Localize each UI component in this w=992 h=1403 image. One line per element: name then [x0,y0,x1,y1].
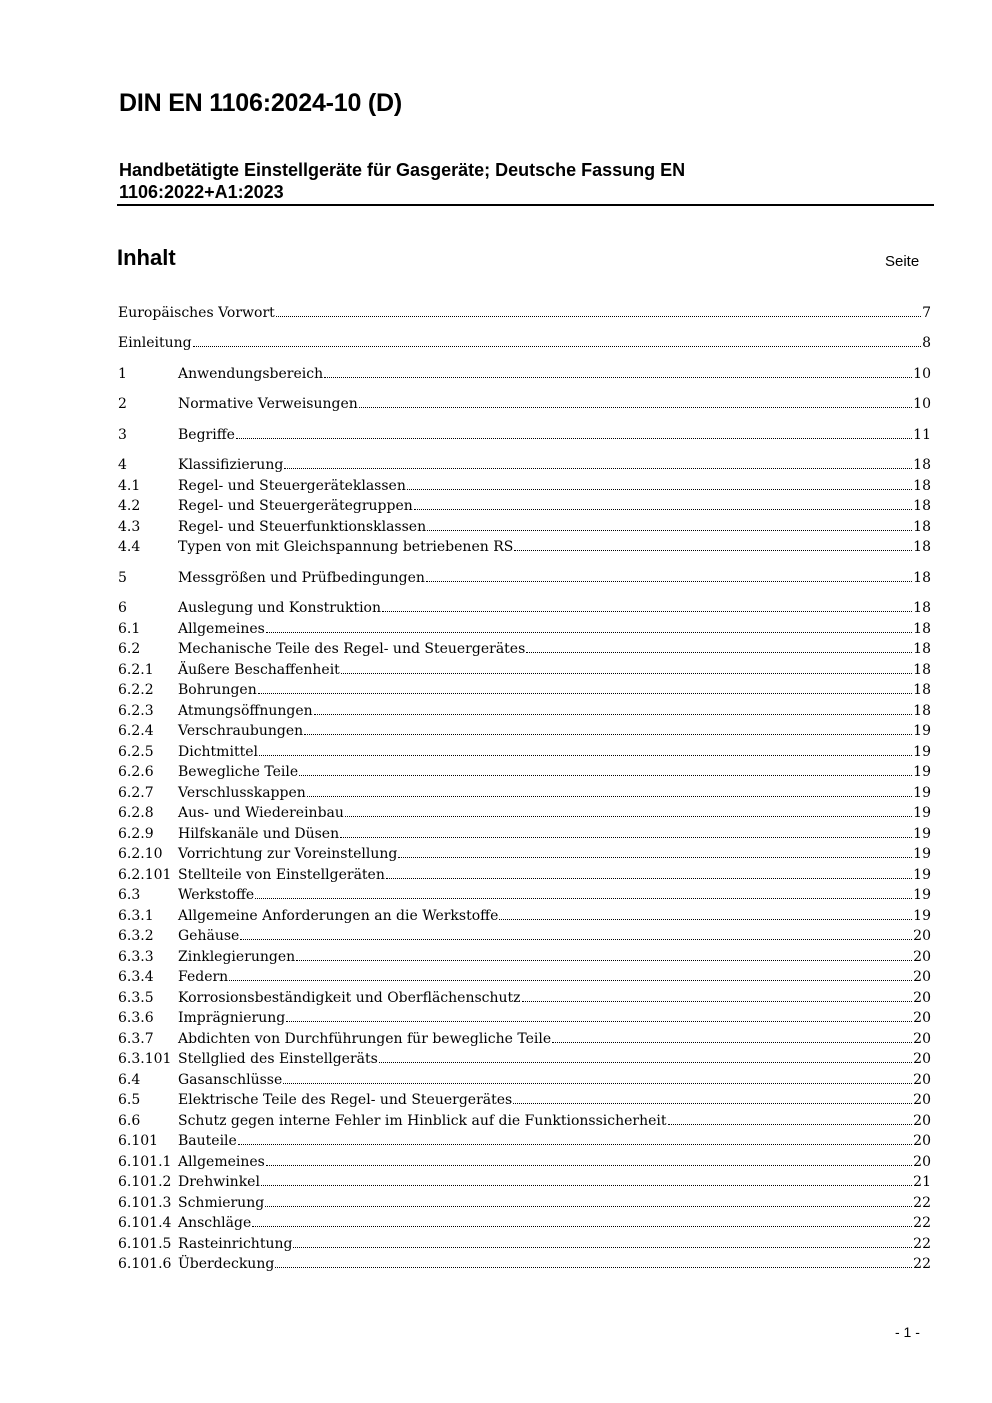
toc-leader-dots [299,775,912,776]
toc-leader-dots [261,1185,912,1186]
toc-entry[interactable] [118,842,931,863]
toc-leader-dots [259,755,912,756]
toc-entry-page: 18 [913,498,931,514]
toc-entry-number: 6.101.5 [118,1235,172,1252]
toc-leader-dots [229,980,912,981]
toc-entry-title: Begriffe [178,426,235,443]
toc-leader-dots [345,816,912,817]
title-divider [117,204,934,206]
toc-entry-page: 20 [913,1133,931,1149]
toc-entry-title: Aus- und Wiedereinbau [178,805,344,821]
toc-entry-page: 22 [913,1215,931,1231]
toc-entry-title: Regel- und Steuerfunktionsklassen [178,518,427,535]
toc-leader-dots [359,407,912,408]
toc-leader-dots [514,550,912,551]
toc-entry-page: 18 [913,620,931,637]
toc-leader-dots [276,316,921,317]
toc-entry-page: 19 [913,743,931,760]
toc-entry[interactable] [118,1252,931,1273]
toc-leader-dots [252,1226,912,1227]
toc-entry-title: Klassifizierung [178,457,284,473]
toc-entry-title: Schutz gegen interne Fehler im Hinblick auf die Funktionssicherheit [178,1112,667,1129]
toc-entry-title: Typen von mit Gleichspannung betriebenen RS [178,539,514,555]
toc-leader-dots [304,734,912,735]
toc-leader-dots [238,1144,912,1145]
toc-leader-dots [293,1247,912,1248]
toc-entry[interactable] [118,924,931,945]
toc-entry-title: Anwendungsbereich [178,365,324,382]
toc-entry[interactable] [118,965,931,986]
toc-entry-page: 19 [913,907,931,924]
toc-entry-title: Federn [178,969,229,985]
toc-leader-dots [284,468,912,469]
toc-entry[interactable] [118,1108,931,1129]
toc-entry-page: 20 [913,989,931,1006]
toc-entry-title: Mechanische Teile des Regel- und Steuergerätes [178,641,526,657]
toc-entry-number: 6.101.4 [118,1215,172,1231]
toc-entry-number: 6.5 [118,1092,141,1108]
toc-entry[interactable] [118,760,931,781]
toc-entry-page: 18 [913,518,931,535]
toc-entry-title: Bauteile [178,1133,237,1149]
toc-entry[interactable] [118,657,931,678]
toc-entry-page: 10 [913,365,931,382]
toc-entry-title: Zinklegierungen [178,948,296,965]
toc-entry[interactable] [118,1170,931,1191]
toc-entry-title: Verschraubungen [178,723,304,739]
toc-entry-page: 11 [913,426,931,443]
toc-entry[interactable] [118,1149,931,1170]
toc-entry-page: 18 [913,641,931,657]
toc-entry-title: Normative Verweisungen [178,396,358,412]
toc-entry-title: Vorrichtung zur Voreinstellung [178,846,398,862]
toc-entry[interactable] [118,883,931,904]
toc-leader-dots [193,346,922,347]
toc-entry-number: 6.6 [118,1112,141,1129]
toc-entry[interactable] [118,596,931,617]
toc-leader-dots [324,377,912,378]
toc-leader-dots [296,960,912,961]
toc-entry-page: 18 [913,457,931,473]
toc-entry-title: Abdichten von Durchführungen für bewegliche Teile [178,1030,552,1047]
toc-entry-page: 8 [922,335,931,351]
toc-entry[interactable] [118,944,931,965]
toc-entry-page: 19 [913,784,931,801]
toc-entry-number: 6.3.5 [118,989,154,1006]
toc-leader-dots [382,611,912,612]
toc-entry-number: 4.1 [118,477,141,494]
toc-entry[interactable] [118,453,931,474]
toc-entry[interactable] [118,801,931,822]
toc-entry-page: 20 [913,948,931,965]
toc-entry-page: 20 [913,1092,931,1108]
toc-entry-title: Regel- und Steuergeräteklassen [178,477,406,494]
toc-entry[interactable] [118,1047,931,1068]
toc-entry[interactable] [118,514,931,535]
toc-entry[interactable] [118,780,931,801]
toc-entry[interactable] [118,300,931,321]
toc-entry-number: 4.4 [118,539,141,555]
toc-entry-number: 6.3 [118,887,141,903]
toc-entry[interactable] [118,494,931,515]
toc-entry-number: 5 [118,569,127,586]
toc-leader-dots [236,438,912,439]
toc-entry-title: Korrosionsbeständigkeit und Oberflächenschutz [178,989,521,1006]
toc-entry-number: 6.3.1 [118,907,154,924]
toc-entry-number: 6.2.3 [118,702,154,719]
toc-entry-number: 6.2.4 [118,723,154,739]
toc-entry-page: 20 [913,928,931,944]
toc-leader-dots [386,878,912,879]
toc-entry-title: Überdeckung [178,1256,275,1272]
toc-entry[interactable] [118,739,931,760]
toc-entry-page: 18 [913,702,931,719]
toc-entry-title: Hilfskanäle und Düsen [178,825,340,842]
toc-entry[interactable] [118,392,931,413]
toc-entry-title: Schmierung [178,1194,265,1211]
toc-leader-dots [265,1206,912,1207]
toc-entry-page: 19 [913,723,931,739]
toc-entry-number: 6.2.101 [118,866,172,883]
toc-leader-dots [499,919,912,920]
toc-entry-number: 4.2 [118,498,141,514]
toc-entry[interactable] [118,422,931,443]
toc-entry-number: 6.101.1 [118,1153,172,1170]
toc-leader-dots [379,1062,912,1063]
toc-entry-number: 6.2.7 [118,784,154,801]
toc-entry-page: 19 [913,887,931,903]
toc-entry-title: Verschlusskappen [178,784,306,801]
toc-entry[interactable] [118,821,931,842]
toc-entry[interactable] [118,1211,931,1232]
toc-leader-dots [283,1083,912,1084]
toc-entry[interactable] [118,1129,931,1150]
toc-entry-title: Imprägnierung [178,1010,286,1026]
toc-entry-number: 6.3.3 [118,948,154,965]
toc-entry-number: 6.2.8 [118,805,154,821]
toc-entry[interactable] [118,361,931,382]
toc-entry-title: Bohrungen [178,682,257,698]
toc-entry-page: 19 [913,805,931,821]
toc-entry-title: Dichtmittel [178,743,258,760]
toc-entry[interactable] [118,862,931,883]
toc-entry-number: 6.2.2 [118,682,154,698]
toc-page-column-heading: Seite [885,253,920,270]
toc-entry-number: 6.101.2 [118,1174,172,1190]
toc-entry-number: 6.2.9 [118,825,154,842]
toc-entry-number: 6.2.5 [118,743,154,760]
toc-entry-title: Regel- und Steuergerätegruppen [178,498,413,514]
toc-entry-page: 19 [913,825,931,842]
toc-entry-title: Europäisches Vorwort [118,304,275,321]
toc-entry-title: Äußere Beschaffenheit [178,661,340,678]
toc-entry[interactable] [118,678,931,699]
toc-entry-page: 20 [913,1112,931,1129]
toc-entry-page: 18 [913,661,931,678]
toc-entry-page: 21 [913,1174,931,1190]
toc-leader-dots [275,1267,912,1268]
toc-entry-number: 3 [118,426,127,443]
toc-entry[interactable] [118,535,931,556]
toc-entry-number: 2 [118,396,127,412]
toc-leader-dots [526,652,912,653]
toc-leader-dots [340,837,912,838]
toc-entry-title: Auslegung und Konstruktion [178,600,382,616]
toc-entry-page: 19 [913,764,931,780]
toc-leader-dots [266,1165,912,1166]
toc-entry[interactable] [118,473,931,494]
toc-leader-dots [266,632,912,633]
toc-entry[interactable] [118,1088,931,1109]
toc-entry[interactable] [118,719,931,740]
toc-entry-title: Anschläge [178,1215,252,1231]
toc-entry-number: 6.2 [118,641,141,657]
toc-entry-title: Allgemeines [178,620,265,637]
document-subtitle: Handbetätigte Einstellgeräte für Gasgeräte; Deutsche Fassung EN 1106:2022+A1:2023 [119,160,686,202]
toc-leader-dots [398,857,912,858]
toc-leader-dots [427,530,912,531]
toc-leader-dots [668,1124,913,1125]
toc-entry-number: 4.3 [118,518,141,535]
toc-entry-title: Atmungsöffnungen [178,702,313,719]
toc-entry[interactable] [118,331,931,352]
toc-entry-page: 18 [913,569,931,586]
toc-entry-title: Stellglied des Einstellgeräts [178,1051,378,1067]
toc-entry-title: Gasanschlüsse [178,1071,283,1088]
toc-entry-page: 20 [913,1051,931,1067]
toc-entry-number: 6.101.6 [118,1256,172,1272]
toc-entry-number: 6.101.3 [118,1194,172,1211]
toc-entry-page: 19 [913,866,931,883]
toc-entry-title: Allgemeines [178,1153,265,1170]
toc-entry[interactable] [118,637,931,658]
toc-leader-dots [426,581,912,582]
page-number: - 1 - [895,1324,920,1340]
toc-entry[interactable] [118,1190,931,1211]
toc-leader-dots [552,1042,912,1043]
toc-entry[interactable] [118,565,931,586]
toc-entry-page: 22 [913,1256,931,1272]
toc-entry[interactable] [118,616,931,637]
toc-entry-page: 18 [913,477,931,494]
toc-leader-dots [407,489,912,490]
toc-leader-dots [258,693,912,694]
table-of-contents [118,300,931,1272]
toc-entry-title: Rasteinrichtung [178,1235,293,1252]
toc-leader-dots [513,1103,912,1104]
toc-entry-number: 6.3.2 [118,928,154,944]
toc-entry-number: 6.2.1 [118,661,154,678]
toc-leader-dots [255,898,912,899]
toc-entry-page: 22 [913,1194,931,1211]
toc-entry-page: 18 [913,539,931,555]
toc-heading: Inhalt [117,245,176,270]
toc-entry-page: 18 [913,600,931,616]
toc-entry-page: 20 [913,1010,931,1026]
toc-entry-number: 6.4 [118,1071,141,1088]
toc-entry[interactable] [118,698,931,719]
toc-entry-title: Einleitung [118,335,192,351]
toc-entry-number: 1 [118,365,127,382]
toc-leader-dots [240,939,912,940]
toc-entry[interactable] [118,1231,931,1252]
toc-entry-number: 6 [118,600,127,616]
toc-entry-number: 6.3.101 [118,1051,172,1067]
toc-entry-number: 6.101 [118,1133,159,1149]
toc-leader-dots [341,673,912,674]
toc-entry-title: Messgrößen und Prüfbedingungen [178,569,425,586]
toc-entry-title: Gehäuse [178,928,240,944]
toc-entry-number: 4 [118,457,127,473]
toc-entry-title: Elektrische Teile des Regel- und Steuergerätes [178,1092,513,1108]
toc-entry-number: 6.3.7 [118,1030,154,1047]
toc-entry-page: 20 [913,1153,931,1170]
toc-entry-title: Drehwinkel [178,1174,260,1190]
toc-entry-page: 10 [913,396,931,412]
toc-entry[interactable] [118,1067,931,1088]
toc-leader-dots [522,1001,913,1002]
toc-entry-page: 20 [913,969,931,985]
document-title: DIN EN 1106:2024-10 (D) [119,89,403,117]
toc-entry-page: 7 [922,304,931,321]
toc-entry-number: 6.2.6 [118,764,154,780]
toc-entry[interactable] [118,1026,931,1047]
toc-entry[interactable] [118,985,931,1006]
toc-entry-page: 18 [913,682,931,698]
toc-entry-page: 20 [913,1030,931,1047]
toc-leader-dots [314,714,913,715]
toc-entry-page: 22 [913,1235,931,1252]
toc-entry-page: 19 [913,846,931,862]
toc-entry-title: Stellteile von Einstellgeräten [178,866,385,883]
toc-entry-number: 6.2.10 [118,846,163,862]
toc-leader-dots [307,796,912,797]
toc-entry[interactable] [118,1006,931,1027]
toc-entry-number: 6.3.4 [118,969,154,985]
toc-entry-title: Bewegliche Teile [178,764,299,780]
toc-leader-dots [286,1021,912,1022]
toc-leader-dots [414,509,912,510]
toc-entry-number: 6.1 [118,620,141,637]
toc-entry-number: 6.3.6 [118,1010,154,1026]
toc-entry-title: Werkstoffe [178,887,255,903]
toc-entry-page: 20 [913,1071,931,1088]
toc-entry-title: Allgemeine Anforderungen an die Werkstoffe [178,907,499,924]
toc-entry[interactable] [118,903,931,924]
